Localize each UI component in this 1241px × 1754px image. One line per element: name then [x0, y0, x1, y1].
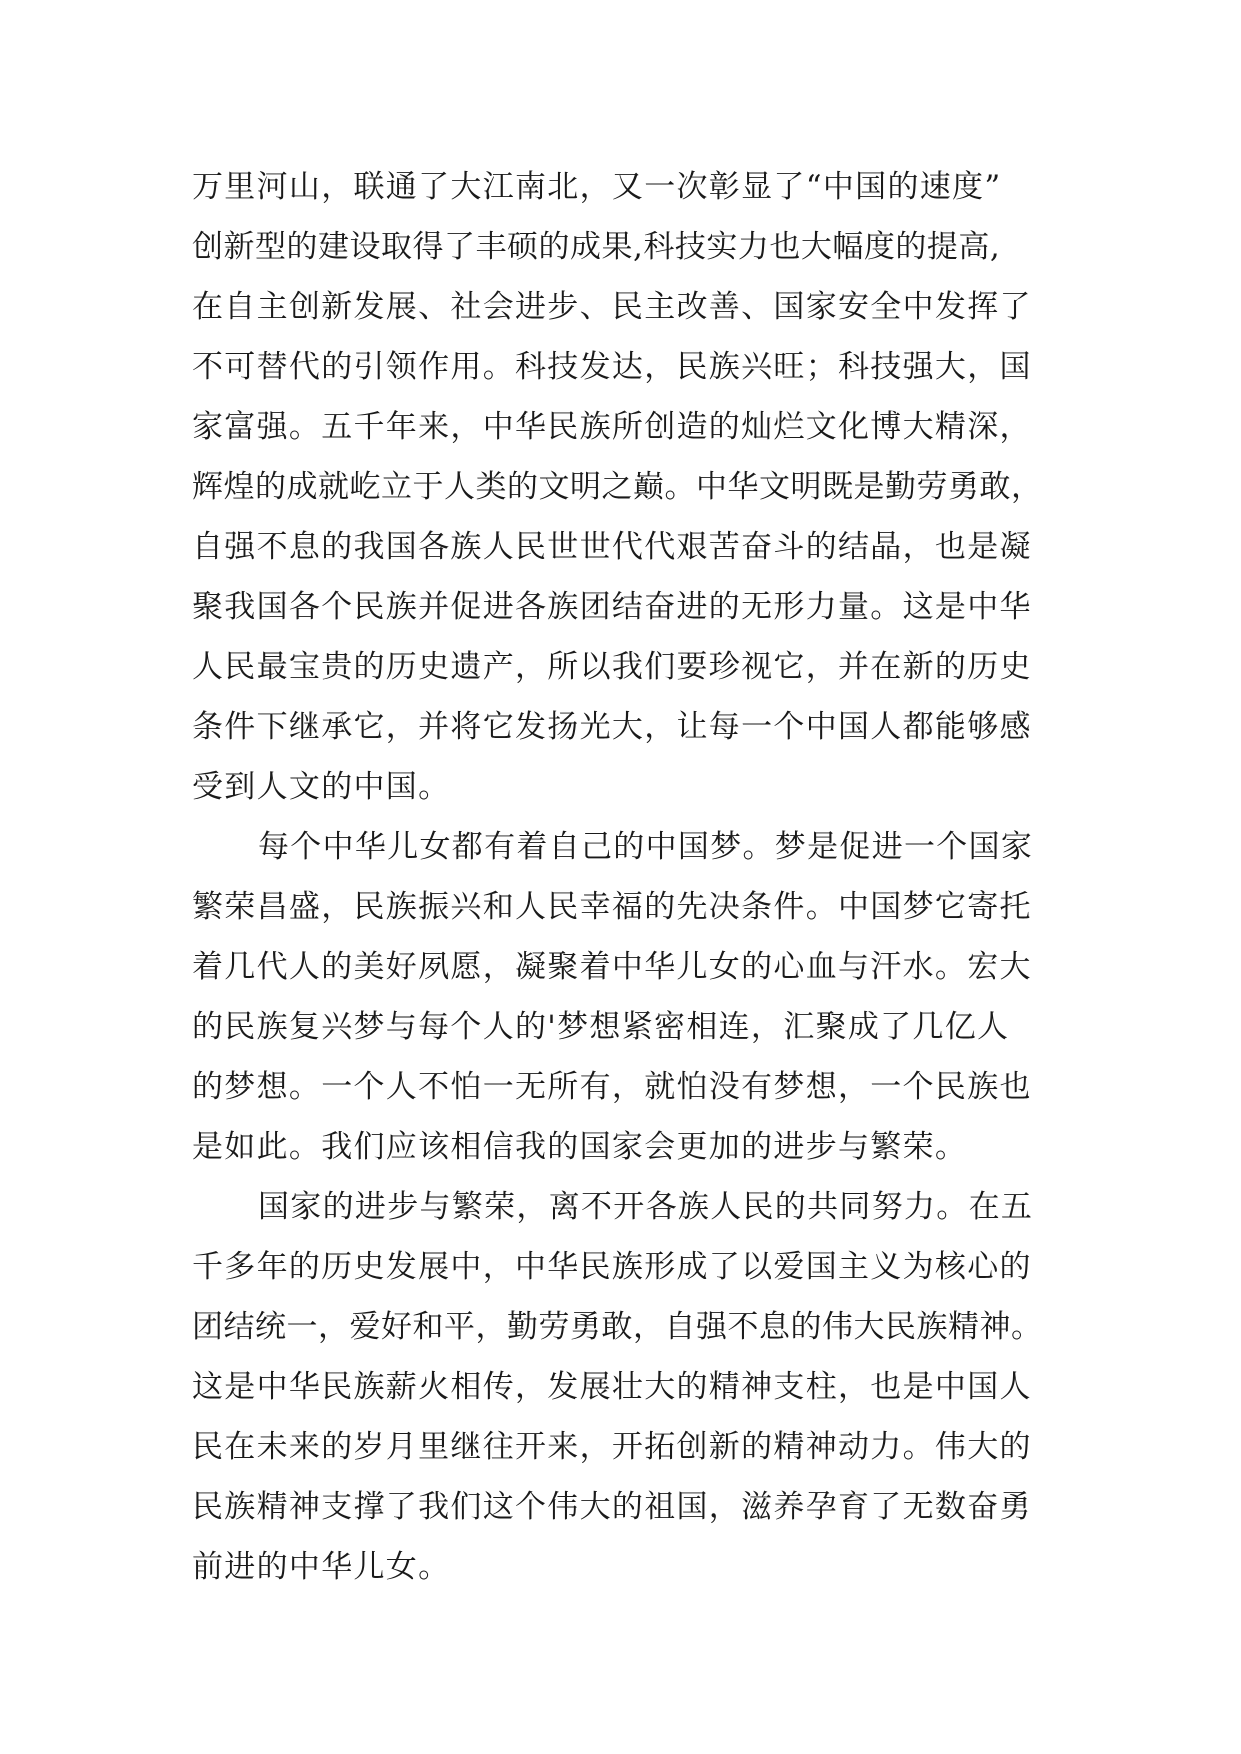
text-line: 前进的中华儿女。: [192, 1549, 451, 1585]
text-line: 聚我国各个民族并促进各族团结奋进的无形力量。这是中华: [192, 589, 1032, 625]
text-line: 民族精神支撑了我们这个伟大的祖国，滋养孕育了无数奋勇: [192, 1489, 1032, 1525]
text-line: 团结统一，爱好和平，勤劳勇敢，自强不息的伟大民族精神。: [192, 1309, 1043, 1345]
text-line: 受到人文的中国。: [192, 769, 451, 805]
text-line: 这是中华民族薪火相传，发展壮大的精神支柱，也是中国人: [192, 1369, 1032, 1405]
paragraph-first-line: 每个中华儿女都有着自己的中国梦。梦是促进一个国家: [258, 829, 1034, 865]
text-line: 自强不息的我国各族人民世世代代艰苦奋斗的结晶，也是凝: [192, 529, 1032, 565]
text-line: 万里河山，联通了大江南北，又一次彰显了“中国的速度”: [192, 169, 1002, 205]
paragraph-first-line: 国家的进步与繁荣，离不开各族人民的共同努力。在五: [258, 1189, 1034, 1225]
text-line: 创新型的建设取得了丰硕的成果,科技实力也大幅度的提高,: [192, 229, 1001, 265]
text-line: 的民族复兴梦与每个人的'梦想紧密相连，汇聚成了几亿人: [192, 1009, 1010, 1045]
text-line: 千多年的历史发展中，中华民族形成了以爱国主义为核心的: [192, 1249, 1032, 1285]
text-line: 不可替代的引领作用。科技发达，民族兴旺；科技强大，国: [192, 349, 1032, 385]
text-line: 着几代人的美好夙愿，凝聚着中华儿女的心血与汗水。宏大: [192, 949, 1032, 985]
text-line: 民在未来的岁月里继往开来，开拓创新的精神动力。伟大的: [192, 1429, 1032, 1465]
text-line: 家富强。五千年来，中华民族所创造的灿烂文化博大精深，: [192, 409, 1032, 445]
text-line: 条件下继承它，并将它发扬光大，让每一个中国人都能够感: [192, 709, 1032, 745]
text-line: 的梦想。一个人不怕一无所有，就怕没有梦想，一个民族也: [192, 1069, 1032, 1105]
text-line: 是如此。我们应该相信我的国家会更加的进步与繁荣。: [192, 1129, 968, 1165]
body-text: [192, 157, 1092, 1597]
text-line: 繁荣昌盛，民族振兴和人民幸福的先决条件。中国梦它寄托: [192, 889, 1032, 925]
text-line: 辉煌的成就屹立于人类的文明之巅。中华文明既是勤劳勇敢，: [192, 469, 1043, 505]
text-line: 在自主创新发展、社会进步、民主改善、国家安全中发挥了: [192, 289, 1032, 325]
text-line: 人民最宝贵的历史遗产，所以我们要珍视它，并在新的历史: [192, 649, 1032, 685]
